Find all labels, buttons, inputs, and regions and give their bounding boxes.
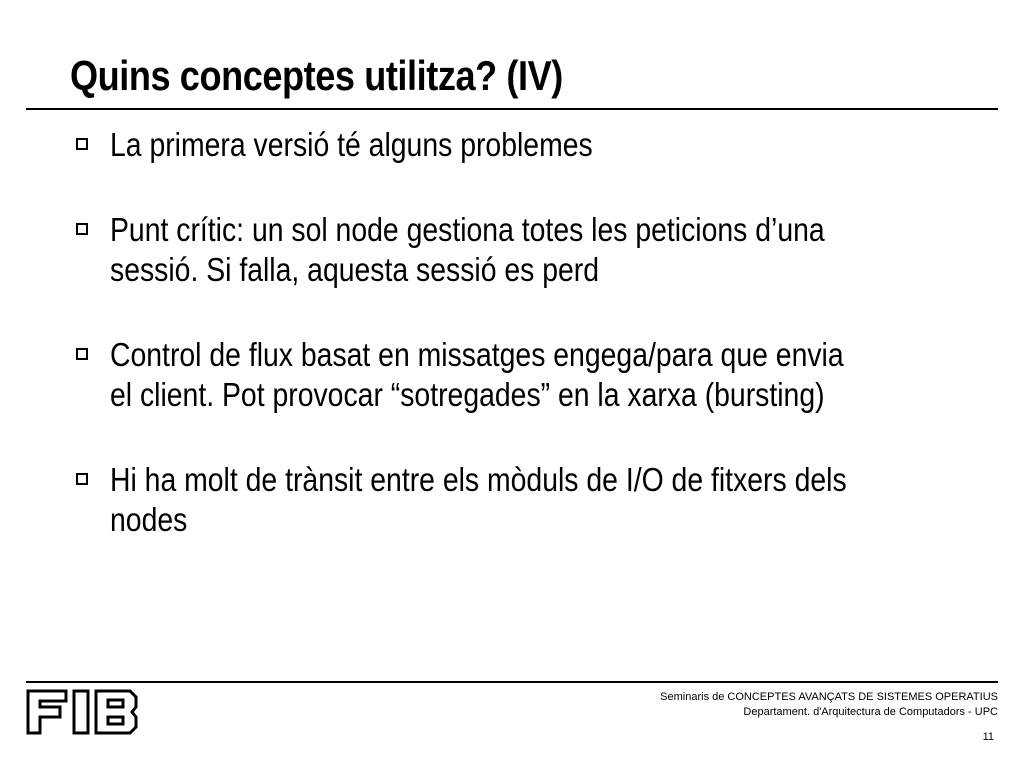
bullet-item xyxy=(70,460,990,540)
bullet-text: Control de flux basat en missatges engega/para que envia el client. Pot provocar “sotregades” en la xarxa (bursting) xyxy=(110,336,844,413)
footer-seminar-title: Seminaris de CONCEPTES AVANÇATS DE SISTEMES OPERATIUS xyxy=(660,691,998,703)
slide-title: Quins conceptes utilitza? (IV) xyxy=(70,52,563,99)
page-number: 11 xyxy=(982,731,994,743)
hollow-square-bullet-icon xyxy=(76,138,88,150)
footer-department: Departament. d'Arquitectura de Computadors - UPC xyxy=(743,706,998,718)
bullet-text: Hi ha molt de trànsit entre els mòduls de I/O de fitxers dels nodes xyxy=(110,461,847,538)
bullet-item xyxy=(70,335,990,415)
title-divider xyxy=(26,108,998,110)
bullet-text: Punt crític: un sol node gestiona totes les peticions d’una sessió. Si falla, aquesta sessió es perd xyxy=(110,211,825,288)
hollow-square-bullet-icon xyxy=(76,348,88,360)
footer-info xyxy=(660,690,998,720)
bullet-item xyxy=(70,210,990,290)
bullet-text: La primera versió té alguns problemes xyxy=(110,126,593,163)
hollow-square-bullet-icon xyxy=(76,223,88,235)
bullet-list xyxy=(70,125,990,585)
hollow-square-bullet-icon xyxy=(76,473,88,485)
fib-logo xyxy=(26,689,138,735)
bullet-item xyxy=(70,125,990,165)
footer-divider xyxy=(26,681,998,683)
